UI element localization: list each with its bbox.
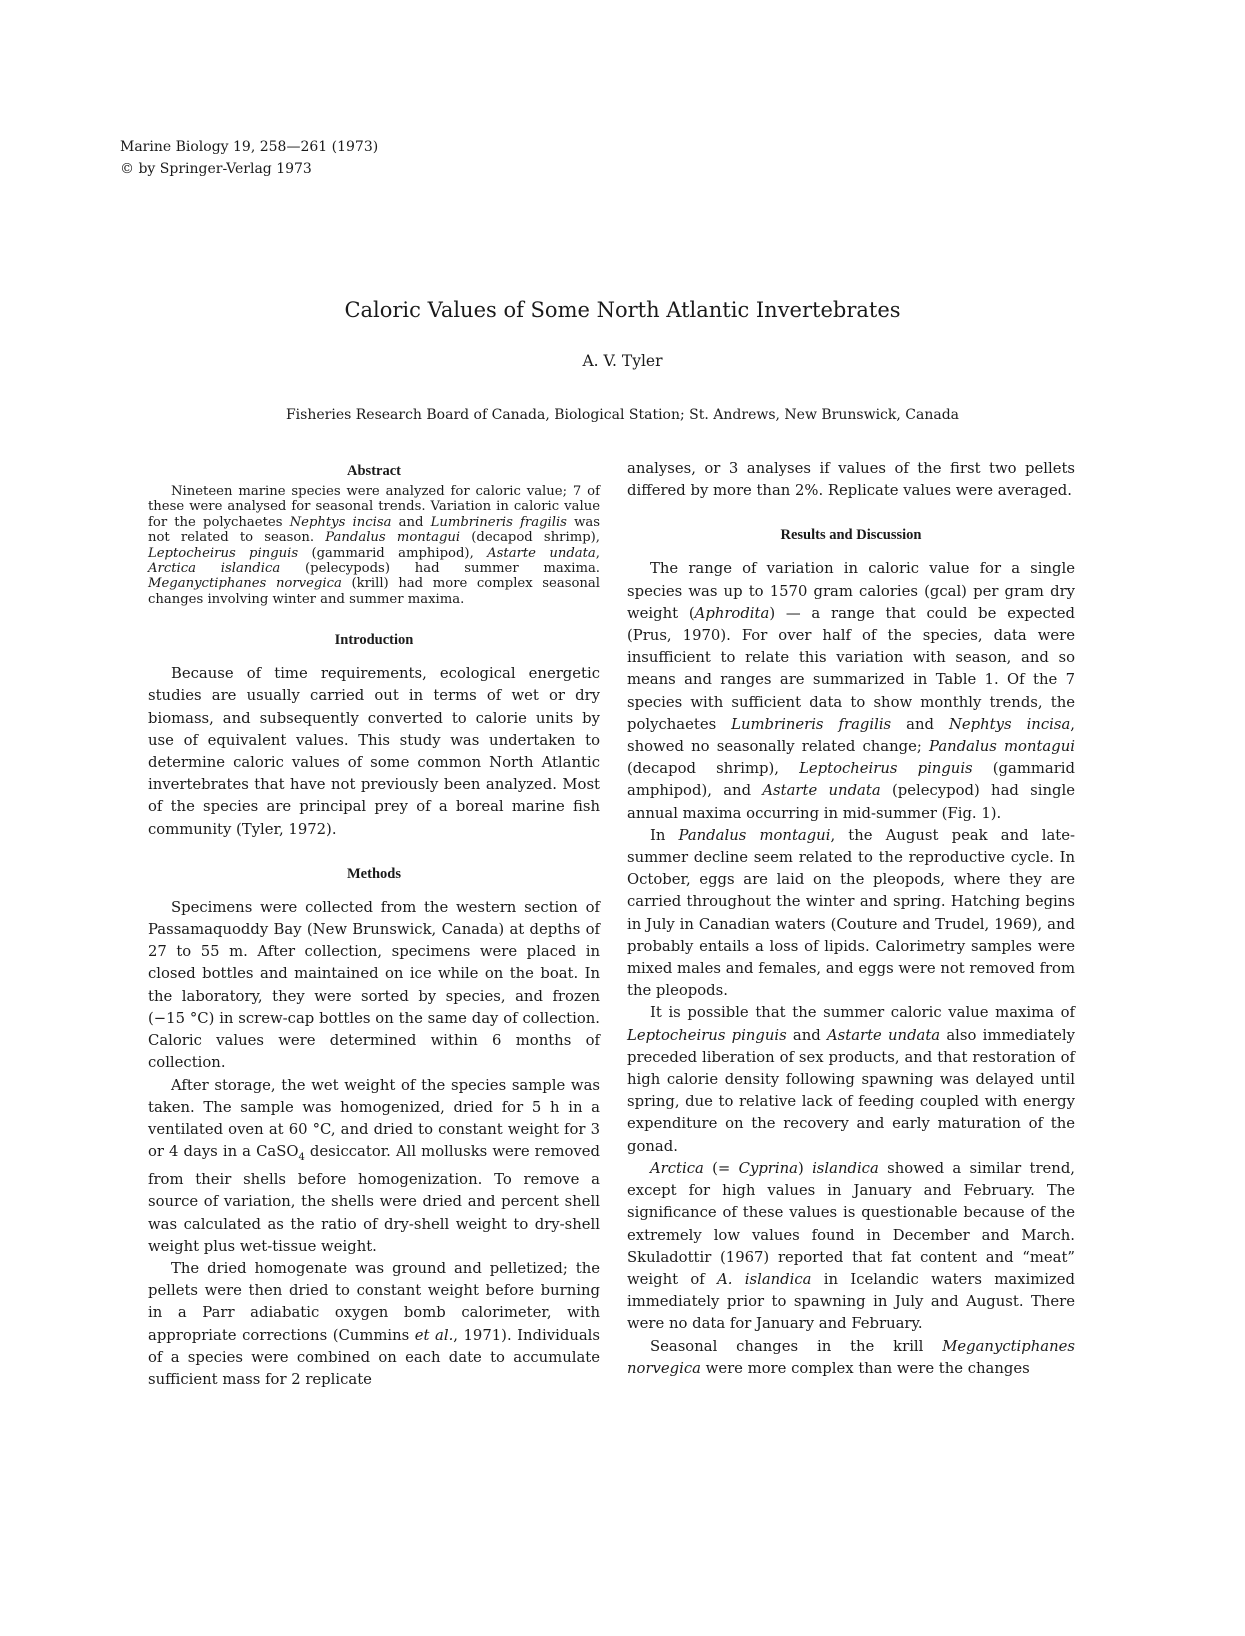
introduction-paragraph: Because of time requirements, ecological energetic studies are usually carried out in terms of wet or dry biomass, and subsequently converted to calorie units by use of equivalent values. This study was undertaken to determine caloric values of some common North Atlantic invertebrates that have not previously been analyzed. Most of the species are principal prey of a boreal marine fish community (Tyler, 1972). — [148, 665, 600, 838]
results-paragraph-3: It is possible that the summer caloric value maxima of Leptocheirus pinguis and Astarte undata also immediately preceded liberation of sex products, and that restoration of high calorie density following spawning was delayed until spring, due to relative lack of feeding coupled with energy expenditure on the recovery and early maturation of the gonad. — [627, 1004, 1076, 1155]
methods-paragraph-continued: analyses, or 3 analyses if values of the first two pellets differed by more than 2%. Replicate values were averaged. — [627, 460, 1075, 500]
results-paragraph-2: In Pandalus montagui, the August peak and late-summer decline seem related to the reproductive cycle. In October, eggs are laid on the pleopods, where they are carried throughout the winter and spring. Hatching begins in July in Canadian waters (Couture and Trudel, 1969), and probably entails a loss of lipids. Calorimetry samples were mixed males and females, and eggs were not removed from the pleopods. — [627, 826, 1075, 1000]
introduction-heading: Introduction — [334, 632, 414, 649]
methods-heading: Methods — [347, 865, 401, 882]
methods-paragraph-2: After storage, the wet weight of the species sample was taken. The sample was homogenized, dried for 5 h in a ventilated oven at 60 °C, and dried to constant weight for 3 or 4 days in a CaSO$_4$ desiccator. All mollusks were removed from their shells before homogenization. To remove a source of variation, the shells were dried and percent shell was calculated as the ratio of dry-shell weight to dry-shell weight plus wet-tissue weight. — [148, 1076, 601, 1255]
results-paragraph-5: Seasonal changes in the krill Meganyctiphanes norvegica were more complex than were the changes — [627, 1337, 1075, 1377]
right-column — [627, 458, 1075, 1380]
left-column — [148, 458, 600, 1391]
results-paragraph-1: The range of variation in caloric value for a single species was up to 1570 gram calories (gcal) per gram dry weight (Aphrodita) — a range that could be expected (Prus, 1970). For over half of the species, data were insufficient to relate this variation with season, and so means and ranges are summarized in Table 1. Of the 7 species with sufficient data to show monthly trends, the polychaetes Lumbrineris fragilis and Nephtys incisa, showed no seasonally related change; Pandalus montagui (decapod shrimp), Leptocheirus pinguis (gammarid amphipod), and Astarte undata (pelecypod) had single annual maxima occurring in mid-summer (Fig. 1). — [627, 560, 1075, 822]
paper-title: Caloric Values of Some North Atlantic Invertebrates — [344, 298, 901, 322]
journal-citation: Marine Biology 19, 258—261 (1973) — [120, 139, 379, 155]
results-paragraph-4: Arctica (= Cyprina) islandica showed a similar trend, except for high values in January and February. The significance of these values is questionable because of the extremely low values found in December and March. Skuladottir (1967) reported that fat content and “meat” weight of A. islandica in Icelandic waters maximized immediately prior to spawning in July and August. There were no data for January and February. — [627, 1159, 1076, 1333]
results-heading: Results and Discussion — [780, 527, 922, 544]
abstract-section — [148, 460, 600, 607]
journal-header — [120, 136, 378, 180]
abstract-text: Nineteen marine species were analyzed for caloric value; 7 of these were analysed for seasonal trends. Variation in caloric value for the polychaetes Nephtys incisa and Lumbrineris fragilis was not related to season. Pandalus montagui (decapod shrimp), Leptocheirus pinguis (gammarid amphipod), Astarte undata, Arctica islandica (pelecypods) had summer maxima. Meganyctiphanes norvegica (krill) had more complex seasonal changes involving winter and summer maxima. — [148, 484, 601, 607]
abstract-heading: Abstract — [347, 463, 401, 479]
affiliation: Fisheries Research Board of Canada, Biological Station; St. Andrews, New Brunswick, Canada — [285, 407, 960, 423]
methods-paragraph-3: The dried homogenate was ground and pelletized; the pellets were then dried to constant weight before burning in a Parr adiabatic oxygen bomb calorimeter, with appropriate corrections (Cummins et al., 1971). Individuals of a species were combined on each date to accumulate sufficient mass for 2 replicate — [148, 1260, 600, 1389]
journal-copyright: © by Springer-Verlag 1973 — [120, 161, 312, 177]
methods-paragraph-1: Specimens were collected from the western section of Passamaquoddy Bay (New Brunswick, Canada) at depths of 27 to 55 m. After collection, specimens were placed in closed bottles and maintained on ice while on the boat. In the laboratory, they were sorted by species, and frozen (−15 °C) in screw-cap bottles on the same day of collection. Caloric values were determined within 6 months of collection. — [148, 898, 600, 1072]
author: A. V. Tyler — [582, 352, 663, 370]
